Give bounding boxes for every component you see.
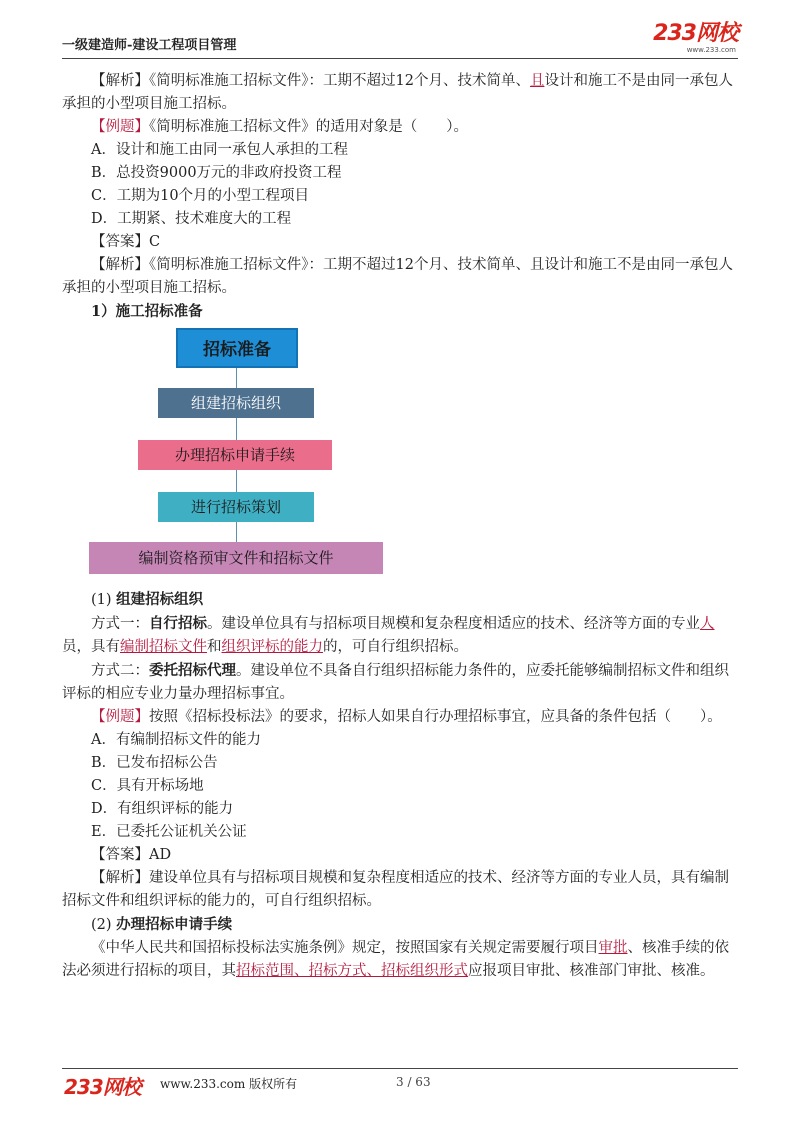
page-footer [62, 1068, 738, 1097]
example-tag: 【例题】 [91, 709, 149, 725]
option-c: C．工期为10个月的小型工程项目 [91, 188, 310, 204]
option-b: B．已发布招标公告 [91, 755, 218, 771]
flow-step-3: 办理招标申请手续 [138, 440, 332, 470]
brand-logo-url: www.233.com [686, 46, 736, 54]
option-d: D．工期紧、技术难度大的工程 [91, 211, 292, 227]
footer-copyright: www.233.com 版权所有 [160, 1077, 298, 1091]
page-number: 3 / 63 [396, 1075, 431, 1089]
flow-step-5: 编制资格预审文件和招标文件 [89, 542, 383, 574]
flow-step-1: 招标准备 [176, 328, 298, 368]
option-b: B．总投资9000万元的非政府投资工程 [91, 165, 342, 181]
answer-2: 【答案】AD [91, 847, 172, 863]
footer-logo: 233网校 [64, 1075, 141, 1099]
header-title: 一级建造师-建设工程项目管理 [62, 38, 237, 53]
option-a: A．有编制招标文件的能力 [91, 732, 261, 748]
flow-step-4: 进行招标策划 [158, 492, 314, 522]
example-question-2: 【例题】按照《招标投标法》的要求，招标人如果自行办理招标事宜，应具备的条件包括（ ）。 [91, 709, 722, 725]
method-two-paragraph: 方式二：委托招标代理。建设单位不具备自行组织招标能力条件的，应委托能够编制招标文件和组织评标的相应专业力量办理招标事宜。 [62, 662, 729, 702]
page-header [62, 21, 738, 59]
subsection-heading-2: (2) 办理招标申请手续 [91, 916, 233, 933]
example-question-1: 【例题】《简明标准施工招标文件》的适用对象是（ ）。 [91, 119, 468, 135]
option-c: C．具有开标场地 [91, 778, 204, 794]
flow-step-2: 组建招标组织 [158, 388, 314, 418]
process-flowchart [62, 326, 738, 584]
answer-1: 【答案】C [91, 234, 161, 250]
analysis-tag: 【解析】 [91, 73, 149, 89]
option-e: E．已委托公证机关公证 [91, 824, 247, 840]
regulation-paragraph: 《中华人民共和国招标投标法实施条例》规定，按照国家有关规定需要履行项目审批、核准手续的依法必须进行招标的项目，其招标范围、招标方式、招标组织形式应报项目审批、核准部门审批、核准。 [62, 940, 729, 979]
option-a: A．设计和施工由同一承包人承担的工程 [91, 142, 348, 158]
method-one-paragraph: 方式一：自行招标。建设单位具有与招标项目规模和复杂程度相适应的技术、经济等方面的专业人员，具有编制招标文件和组织评标的能力的，可自行组织招标。 [62, 615, 715, 655]
option-d: D．有组织评标的能力 [91, 801, 234, 817]
analysis-paragraph-2: 【解析】《简明标准施工招标文件》：工期不超过12个月、技术简单、且设计和施工不是由同一承包人承担的小型项目施工招标。 [62, 257, 733, 296]
brand-logo [653, 22, 738, 54]
document-body [62, 70, 738, 983]
brand-logo-text: 233网校 [653, 21, 738, 46]
analysis-paragraph-3: 【解析】建设单位具有与招标项目规模和复杂程度相适应的技术、经济等方面的专业人员，具有编制招标文件和组织评标的能力的，可自行组织招标。 [62, 870, 729, 909]
emphasis-text: 且 [529, 73, 545, 89]
subsection-heading-1: (1) 组建招标组织 [91, 591, 204, 608]
analysis-paragraph-1: 【解析】《简明标准施工招标文件》：工期不超过12个月、技术简单、且设计和施工不是由同一承包人承担的小型项目施工招标。 [62, 73, 733, 112]
section-heading: 1）施工招标准备 [91, 303, 203, 320]
example-tag: 【例题】 [91, 119, 149, 135]
